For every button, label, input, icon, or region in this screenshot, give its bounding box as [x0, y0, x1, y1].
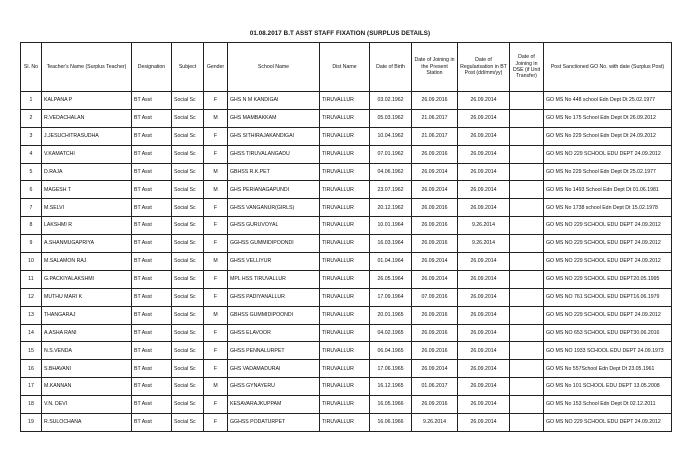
cell-designation: BT Asst	[132, 414, 172, 432]
cell-date-of-birth: 16.12.1965	[370, 378, 412, 396]
cell-designation: BT Asst	[132, 163, 172, 181]
cell-post-sanctioned-go: GO MS No 175 School Edn Dept Dt 26.09.2012	[544, 109, 672, 127]
cell-date-regularisation: 26.09.2014	[458, 396, 510, 414]
cell-gender: F	[204, 396, 228, 414]
cell-post-sanctioned-go: GO MS NO 229 SCHOOL EDU DEPT 24.09.2012	[544, 235, 672, 253]
cell-date-joining-present: 26.09.2014	[412, 181, 458, 199]
cell-subject: Social Sc	[172, 163, 204, 181]
cell-designation: BT Asst	[132, 270, 172, 288]
cell-date-regularisation: 26.09.2014	[458, 145, 510, 163]
cell-school-name: GHSS GYNAYERU	[228, 378, 320, 396]
cell-sl-no: 14	[21, 324, 42, 342]
cell-date-of-birth: 16.03.1964	[370, 235, 412, 253]
cell-gender: F	[204, 324, 228, 342]
cell-school-name: GHSS TIRUVALANGADU	[228, 145, 320, 163]
cell-gender: F	[204, 92, 228, 110]
cell-post-sanctioned-go: GO MS NO 229 SCHOOL EDU DEPT 24.09.2012	[544, 145, 672, 163]
cell-school-name: GBHSS GUMMIDIPOONDI	[228, 306, 320, 324]
cell-date-joining-present: 26.09.2016	[412, 306, 458, 324]
cell-post-sanctioned-go: GO MS No 229 School Edn Dept Dt 25.02.1977	[544, 163, 672, 181]
cell-sl-no: 19	[21, 414, 42, 432]
cell-school-name: GHSS GURUVOYAL	[228, 217, 320, 235]
cell-dist-name: TIRUVALLUR	[320, 217, 370, 235]
cell-post-sanctioned-go: GO MS NO 761 SCHOOL EDU DEPT16.06.1979	[544, 288, 672, 306]
cell-dist-name: TIRUVALLUR	[320, 109, 370, 127]
cell-date-of-birth: 20.01.1965	[370, 306, 412, 324]
cell-subject: Social Sc	[172, 306, 204, 324]
cell-subject: Social Sc	[172, 109, 204, 127]
cell-teacher-name: N.S.VENDA	[42, 342, 132, 360]
cell-dist-name: TIRUVALLUR	[320, 199, 370, 217]
cell-date-joining-dse	[510, 127, 544, 145]
cell-teacher-name: A.ASHA RANI	[42, 324, 132, 342]
cell-dist-name: TIRUVALLUR	[320, 270, 370, 288]
cell-date-joining-dse	[510, 414, 544, 432]
header-row	[21, 43, 672, 92]
cell-post-sanctioned-go: GO MS NO 1933 SCHOOL EDU DEPT 24.09.1973	[544, 342, 672, 360]
cell-date-joining-present: 26.09.2016	[412, 396, 458, 414]
cell-sl-no: 9	[21, 235, 42, 253]
cell-date-regularisation: 26.09.2014	[458, 378, 510, 396]
cell-designation: BT Asst	[132, 253, 172, 271]
cell-post-sanctioned-go: GO MS NO 229 SCHOOL EDU DEPT 24.09.2012	[544, 217, 672, 235]
cell-teacher-name: J.JESUCHITRASUDHA	[42, 127, 132, 145]
cell-post-sanctioned-go: GO MS NO 229 SCHOOL EDU DEPT 24.09.2012	[544, 414, 672, 432]
cell-designation: BT Asst	[132, 145, 172, 163]
cell-dist-name: TIRUVALLUR	[320, 288, 370, 306]
cell-post-sanctioned-go: GO MS No 101 SCHOOL EDU DEPT 13.05.2008	[544, 378, 672, 396]
cell-designation: BT Asst	[132, 324, 172, 342]
cell-date-joining-present: 26.09.2016	[412, 217, 458, 235]
cell-school-name: MPL HSS TIRUVALLUR	[228, 270, 320, 288]
cell-gender: M	[204, 181, 228, 199]
cell-school-name: GGHSS GUMMIDIPOONDI	[228, 235, 320, 253]
cell-date-regularisation: 9.26.2014	[458, 217, 510, 235]
cell-sl-no: 1	[21, 92, 42, 110]
cell-teacher-name: KALPANA P	[42, 92, 132, 110]
cell-teacher-name: MUTHU MARI K	[42, 288, 132, 306]
cell-date-of-birth: 07.01.1962	[370, 145, 412, 163]
cell-dist-name: TIRUVALLUR	[320, 342, 370, 360]
cell-post-sanctioned-go: GO MS NO 653 SCHOOL EDU DEPT30.06.2016	[544, 324, 672, 342]
cell-teacher-name: M.KANNAN	[42, 378, 132, 396]
table-row	[21, 288, 672, 306]
cell-date-regularisation: 26.09.2014	[458, 270, 510, 288]
cell-subject: Social Sc	[172, 324, 204, 342]
cell-school-name: GHS SITHIRAJAKANDIGAI	[228, 127, 320, 145]
cell-date-of-birth: 10.04.1962	[370, 127, 412, 145]
cell-teacher-name: G.PACKIYALAKSHMI	[42, 270, 132, 288]
cell-designation: BT Asst	[132, 288, 172, 306]
cell-subject: Social Sc	[172, 414, 204, 432]
page-title: 01.08.2017 B.T ASST STAFF FIXATION (SURPLUS DETAILS)	[249, 30, 431, 37]
cell-sl-no: 17	[21, 378, 42, 396]
cell-subject: Social Sc	[172, 270, 204, 288]
cell-date-joining-dse	[510, 199, 544, 217]
table-row	[21, 145, 672, 163]
cell-date-joining-dse	[510, 360, 544, 378]
cell-subject: Social Sc	[172, 288, 204, 306]
cell-date-regularisation: 26.09.2014	[458, 324, 510, 342]
cell-designation: BT Asst	[132, 360, 172, 378]
cell-date-joining-dse	[510, 270, 544, 288]
table-row	[21, 378, 672, 396]
cell-post-sanctioned-go: GO MS No 448 school Edn Dept Dt 25.02.1977	[544, 92, 672, 110]
cell-date-of-birth: 16.06.1966	[370, 414, 412, 432]
cell-dist-name: TIRUVALLUR	[320, 324, 370, 342]
table-row	[21, 414, 672, 432]
cell-school-name: GHSS PADIYANALLUR	[228, 288, 320, 306]
cell-post-sanctioned-go: GO MS No 557School Edn Dept Dt 23.05.1961	[544, 360, 672, 378]
table-row	[21, 324, 672, 342]
cell-date-joining-present: 21.06.2017	[412, 127, 458, 145]
cell-date-joining-present: 26.09.2014	[412, 253, 458, 271]
cell-date-joining-present: 26.09.2016	[412, 92, 458, 110]
cell-dist-name: TIRUVALLUR	[320, 127, 370, 145]
cell-subject: Social Sc	[172, 360, 204, 378]
cell-gender: F	[204, 288, 228, 306]
cell-date-joining-dse	[510, 306, 544, 324]
cell-date-joining-dse	[510, 181, 544, 199]
cell-gender: M	[204, 253, 228, 271]
cell-designation: BT Asst	[132, 92, 172, 110]
cell-designation: BT Asst	[132, 217, 172, 235]
cell-gender: M	[204, 109, 228, 127]
cell-gender: M	[204, 163, 228, 181]
table-row	[21, 217, 672, 235]
cell-subject: Social Sc	[172, 235, 204, 253]
cell-date-joining-dse	[510, 235, 544, 253]
col-header-gender: Gender	[204, 43, 228, 92]
cell-teacher-name: R.SULOCHANA	[42, 414, 132, 432]
cell-school-name: GBHSS R.K.PET	[228, 163, 320, 181]
cell-sl-no: 12	[21, 288, 42, 306]
cell-date-of-birth: 05.03.1962	[370, 109, 412, 127]
table-row	[21, 396, 672, 414]
col-header-dist-name: Dist Name	[320, 43, 370, 92]
cell-post-sanctioned-go: GO MS No 153 School Edn Dept Dt 02.12.2011	[544, 396, 672, 414]
cell-dist-name: TIRUVALLUR	[320, 181, 370, 199]
cell-school-name: GHSS ELAVOOR	[228, 324, 320, 342]
cell-dist-name: TIRUVALLUR	[320, 378, 370, 396]
cell-dist-name: TIRUVALLUR	[320, 163, 370, 181]
cell-post-sanctioned-go: GO MS NO 229 SCHOOL EDU DEPT20.05.1995	[544, 270, 672, 288]
cell-date-joining-dse	[510, 163, 544, 181]
col-header-school-name: School Name	[228, 43, 320, 92]
table-row	[21, 306, 672, 324]
table-row	[21, 360, 672, 378]
cell-dist-name: TIRUVALLUR	[320, 235, 370, 253]
cell-post-sanctioned-go: GO MS No 229 School Edn Dept Dt 24.09.2012	[544, 127, 672, 145]
cell-gender: F	[204, 235, 228, 253]
cell-subject: Social Sc	[172, 127, 204, 145]
cell-post-sanctioned-go: GO MS NO 229 SCHOOL EDU DEPT 24.09.2012	[544, 253, 672, 271]
cell-date-of-birth: 17.09.1964	[370, 288, 412, 306]
cell-date-joining-present: 26.09.2014	[412, 270, 458, 288]
cell-date-regularisation: 26.09.2014	[458, 127, 510, 145]
table-row	[21, 163, 672, 181]
cell-teacher-name: S.BHAVANI	[42, 360, 132, 378]
cell-teacher-name: D.RAJA	[42, 163, 132, 181]
cell-date-joining-present: 26.09.2016	[412, 324, 458, 342]
cell-post-sanctioned-go: GO MS No 1738 school Edn Dept Dt 15.02.1978	[544, 199, 672, 217]
cell-dist-name: TIRUVALLUR	[320, 253, 370, 271]
cell-school-name: GHS MAMBAKKAM	[228, 109, 320, 127]
col-header-designation: Designation	[132, 43, 172, 92]
cell-date-joining-dse	[510, 324, 544, 342]
cell-subject: Social Sc	[172, 378, 204, 396]
cell-date-of-birth: 20.12.1962	[370, 199, 412, 217]
cell-date-regularisation: 26.09.2014	[458, 288, 510, 306]
cell-date-joining-dse	[510, 109, 544, 127]
cell-teacher-name: THANGARAJ	[42, 306, 132, 324]
cell-teacher-name: MAGESH T	[42, 181, 132, 199]
cell-date-regularisation: 26.09.2014	[458, 163, 510, 181]
cell-gender: M	[204, 306, 228, 324]
cell-date-joining-dse	[510, 145, 544, 163]
cell-gender: F	[204, 342, 228, 360]
cell-designation: BT Asst	[132, 306, 172, 324]
cell-subject: Social Sc	[172, 342, 204, 360]
cell-dist-name: TIRUVALLUR	[320, 92, 370, 110]
cell-subject: Social Sc	[172, 396, 204, 414]
cell-subject: Social Sc	[172, 181, 204, 199]
col-header-sl-no: Sl. No	[21, 43, 42, 92]
cell-date-joining-dse	[510, 253, 544, 271]
cell-post-sanctioned-go: GO MS No 1493 School Edn Dept Dt 01.06.1981	[544, 181, 672, 199]
cell-date-regularisation: 26.09.2014	[458, 199, 510, 217]
cell-subject: Social Sc	[172, 92, 204, 110]
cell-sl-no: 18	[21, 396, 42, 414]
cell-date-joining-dse	[510, 396, 544, 414]
cell-date-joining-dse	[510, 217, 544, 235]
cell-date-of-birth: 16.05.1966	[370, 396, 412, 414]
cell-designation: BT Asst	[132, 342, 172, 360]
cell-date-joining-present: 26.09.2016	[412, 235, 458, 253]
cell-teacher-name: V.KAMATCHI	[42, 145, 132, 163]
cell-date-of-birth: 23.07.1962	[370, 181, 412, 199]
cell-gender: F	[204, 414, 228, 432]
cell-date-joining-present: 26.09.2016	[412, 342, 458, 360]
cell-teacher-name: M.SALAMON RAJ	[42, 253, 132, 271]
table-row	[21, 270, 672, 288]
cell-gender: F	[204, 360, 228, 378]
table-row	[21, 92, 672, 110]
cell-date-regularisation: 26.09.2014	[458, 181, 510, 199]
cell-date-of-birth: 01.04.1964	[370, 253, 412, 271]
table-row	[21, 342, 672, 360]
col-header-date-regularisation: Date of Regularisation in BT Post (dd/mm/yy)	[458, 43, 510, 92]
cell-subject: Social Sc	[172, 199, 204, 217]
cell-date-regularisation: 26.09.2014	[458, 253, 510, 271]
surplus-staff-table	[20, 42, 672, 432]
table-row	[21, 109, 672, 127]
cell-date-joining-present: 07.09.2016	[412, 288, 458, 306]
cell-school-name: GHS N M KANDIGAI	[228, 92, 320, 110]
cell-teacher-name: LAKSHMI R	[42, 217, 132, 235]
cell-date-of-birth: 03.02.1962	[370, 92, 412, 110]
cell-gender: M	[204, 378, 228, 396]
cell-school-name: GHS PERIANAGAPUNDI	[228, 181, 320, 199]
cell-date-regularisation: 26.09.2014	[458, 342, 510, 360]
cell-gender: F	[204, 270, 228, 288]
cell-date-joining-dse	[510, 378, 544, 396]
cell-sl-no: 4	[21, 145, 42, 163]
cell-school-name: KESAVARAJKUPPAM	[228, 396, 320, 414]
cell-sl-no: 5	[21, 163, 42, 181]
col-header-subject: Subject	[172, 43, 204, 92]
cell-dist-name: TIRUVALLUR	[320, 414, 370, 432]
cell-date-joining-present: 21.06.2017	[412, 109, 458, 127]
cell-gender: F	[204, 145, 228, 163]
cell-date-joining-present: 01.06.2017	[412, 378, 458, 396]
cell-date-joining-present: 9.26.2014	[412, 414, 458, 432]
cell-teacher-name: R.VEDACHALAN	[42, 109, 132, 127]
cell-date-of-birth: 04.02.1965	[370, 324, 412, 342]
table-row	[21, 253, 672, 271]
cell-gender: F	[204, 199, 228, 217]
cell-date-joining-present: 26.09.2014	[412, 360, 458, 378]
cell-teacher-name: M.SELVI	[42, 199, 132, 217]
cell-post-sanctioned-go: GO MS NO 229 SCHOOL EDU DEPT 24.09.2012	[544, 306, 672, 324]
cell-date-regularisation: 26.09.2014	[458, 414, 510, 432]
cell-sl-no: 13	[21, 306, 42, 324]
cell-sl-no: 15	[21, 342, 42, 360]
cell-subject: Social Sc	[172, 253, 204, 271]
col-header-teacher-name: Teacher's Name (Surplus Teacher)	[42, 43, 132, 92]
cell-date-of-birth: 10.01.1964	[370, 217, 412, 235]
cell-school-name: GHS VADAMADURAI	[228, 360, 320, 378]
cell-date-of-birth: 06.04.1965	[370, 342, 412, 360]
col-header-post-sanctioned-go: Post Sanctioned GO No. with date (Surplus Post)	[544, 43, 672, 92]
cell-date-joining-present: 26.09.2014	[412, 163, 458, 181]
cell-date-joining-present: 26.09.2016	[412, 145, 458, 163]
cell-sl-no: 3	[21, 127, 42, 145]
table-row	[21, 127, 672, 145]
cell-date-of-birth: 04.06.1962	[370, 163, 412, 181]
cell-teacher-name: A.SHANMUGAPRIYA	[42, 235, 132, 253]
cell-sl-no: 11	[21, 270, 42, 288]
cell-designation: BT Asst	[132, 199, 172, 217]
cell-sl-no: 6	[21, 181, 42, 199]
cell-dist-name: TIRUVALLUR	[320, 396, 370, 414]
cell-date-of-birth: 26.05.1964	[370, 270, 412, 288]
cell-date-regularisation: 9.26.2014	[458, 235, 510, 253]
cell-date-joining-dse	[510, 288, 544, 306]
cell-designation: BT Asst	[132, 109, 172, 127]
cell-teacher-name: V.N. DEVI	[42, 396, 132, 414]
cell-dist-name: TIRUVALLUR	[320, 360, 370, 378]
cell-date-regularisation: 26.09.2014	[458, 92, 510, 110]
cell-sl-no: 16	[21, 360, 42, 378]
cell-gender: F	[204, 127, 228, 145]
cell-date-regularisation: 26.09.2014	[458, 306, 510, 324]
cell-school-name: GGHSS PODATURPET	[228, 414, 320, 432]
cell-gender: F	[204, 217, 228, 235]
col-header-date-of-birth: Date of Birth	[370, 43, 412, 92]
cell-school-name: GHSS VELLIYUR	[228, 253, 320, 271]
cell-date-joining-present: 26.09.2016	[412, 199, 458, 217]
table-row	[21, 235, 672, 253]
table-body	[21, 92, 672, 432]
cell-designation: BT Asst	[132, 127, 172, 145]
col-header-date-joining-dse: Date of Joining in DSE (if Unit Transfer)	[510, 43, 544, 92]
cell-dist-name: TIRUVALLUR	[320, 306, 370, 324]
cell-date-of-birth: 17.06.1965	[370, 360, 412, 378]
cell-sl-no: 8	[21, 217, 42, 235]
cell-date-regularisation: 26.09.2014	[458, 109, 510, 127]
cell-school-name: GHSS PENNALURPET	[228, 342, 320, 360]
col-header-date-joining-present: Date of Joining in the Present Station	[412, 43, 458, 92]
cell-sl-no: 10	[21, 253, 42, 271]
cell-designation: BT Asst	[132, 396, 172, 414]
cell-date-joining-dse	[510, 92, 544, 110]
cell-dist-name: TIRUVALLUR	[320, 145, 370, 163]
cell-subject: Social Sc	[172, 145, 204, 163]
cell-date-joining-dse	[510, 342, 544, 360]
cell-designation: BT Asst	[132, 378, 172, 396]
cell-designation: BT Asst	[132, 235, 172, 253]
cell-subject: Social Sc	[172, 217, 204, 235]
cell-sl-no: 7	[21, 199, 42, 217]
table-row	[21, 199, 672, 217]
cell-sl-no: 2	[21, 109, 42, 127]
table-row	[21, 181, 672, 199]
cell-designation: BT Asst	[132, 181, 172, 199]
cell-school-name: GHSS VANGANUR(GIRLS)	[228, 199, 320, 217]
cell-date-regularisation: 26.09.2014	[458, 360, 510, 378]
